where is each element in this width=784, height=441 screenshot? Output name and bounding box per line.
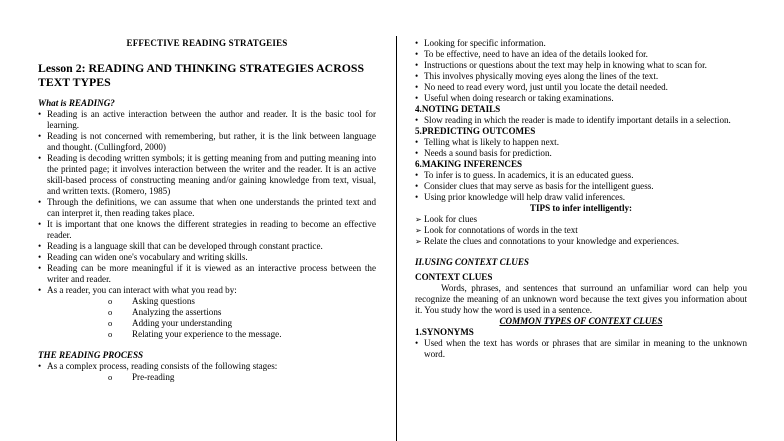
noting-details-list [415,115,747,126]
list-item: • Useful when doing research or taking examinations. [415,93,747,104]
left-column [38,38,376,383]
using-context-clues-heading: II.USING CONTEXT CLUES [415,257,529,267]
sub-list-item: o Adding your understanding [38,318,376,329]
list-item: • Needs a sound basis for prediction. [415,148,747,159]
tips-heading: TIPS to infer intelligently: [529,203,633,213]
list-item: • Used when the text has words or phrases that are similar in meaning to the unknown word. [415,338,747,360]
what-is-reading-heading: What is READING? [38,98,115,108]
list-item: • Reading can widen one's vocabulary and writing skills. [38,252,376,263]
synonyms-list [415,338,747,360]
making-inferences-list [415,170,747,203]
right-column [415,38,747,360]
making-inferences-heading: 6.MAKING INFERENCES [415,159,523,169]
noting-details-heading: 4.NOTING DETAILS [415,104,501,114]
document-title: EFFECTIVE READING STRATGEIES [126,38,288,48]
synonyms-heading: 1.SYNONYMS [415,327,474,337]
scanning-list [415,38,747,104]
list-item: • Reading is not concerned with remembering, but rather, it is the link between language and thought. (Cullingford, 2000) [38,131,376,153]
list-item: • Reading is an active interaction between the author and reader. It is the basic tool for learning. [38,109,376,131]
sub-list-item: o Analyzing the assertions [38,307,376,318]
context-clues-heading: CONTEXT CLUES [415,272,493,282]
list-item: • As a complex process, reading consists of the following stages: [38,361,376,372]
list-item: • Consider clues that may serve as basis for the intelligent guess. [415,181,747,192]
interaction-sublist [38,296,376,340]
list-item: ➢ Look for clues [415,214,747,225]
common-types-heading: COMMON TYPES OF CONTEXT CLUES [499,316,663,326]
list-item: • To infer is to guess. In academics, it is an educated guess. [415,170,747,181]
list-item: • As a reader, you can interact with what you read by: [38,285,376,296]
process-sublist [38,372,376,383]
predicting-outcomes-heading: 5.PREDICTING OUTCOMES [415,126,536,136]
list-item: • Reading is decoding written symbols; it is getting meaning from and putting meaning into the printed page; it involves interaction between the writer and the reader. It is an active skill-based process of constructing meaning and/or gaining knowledge from text, visual, and written texts. (Romero, 1985) [38,153,376,197]
list-item: • Looking for specific information. [415,38,747,49]
list-item: • Through the definitions, we can assume that when one understands the printed text and can interpret it, then reading takes place. [38,197,376,219]
list-item: • This involves physically moving eyes along the lines of the text. [415,71,747,82]
list-item: • Slow reading in which the reader is made to identify important details in a selection. [415,115,747,126]
sub-list-item: o Pre-reading [38,372,376,383]
list-item: • No need to read every word, just until you locate the detail needed. [415,82,747,93]
sub-list-item: o Asking questions [38,296,376,307]
list-item: • Using prior knowledge will help draw valid inferences. [415,192,747,203]
reading-process-heading: THE READING PROCESS [38,350,144,360]
reading-definition-list [38,109,376,296]
column-divider [396,36,397,441]
list-item: ➢ Relate the clues and connotations to your knowledge and experiences. [415,236,747,247]
list-item: • Reading is a language skill that can be developed through constant practice. [38,241,376,252]
list-item: • It is important that one knows the different strategies in reading to become an effective reader. [38,219,376,241]
tips-list [415,214,747,247]
list-item: • Instructions or questions about the text may help in knowing what to scan for. [415,60,747,71]
reading-process-list [38,361,376,372]
list-item: • Telling what is likely to happen next. [415,137,747,148]
list-item: • Reading can be more meaningful if it is viewed as an interactive process between the writer and reader. [38,263,376,285]
predicting-outcomes-list [415,137,747,159]
lesson-title: Lesson 2: READING AND THINKING STRATEGIES ACROSS TEXT TYPES [38,61,365,89]
list-item: • To be effective, need to have an idea of the details looked for. [415,49,747,60]
sub-list-item: o Relating your experience to the message. [38,329,376,340]
context-clues-paragraph: Words, phrases, and sentences that surround an unfamiliar word can help you recognize the meaning of an unknown word because the text gives you information about it. You study how the word is used in a sentence. [415,283,747,315]
list-item: ➢ Look for connotations of words in the text [415,225,747,236]
